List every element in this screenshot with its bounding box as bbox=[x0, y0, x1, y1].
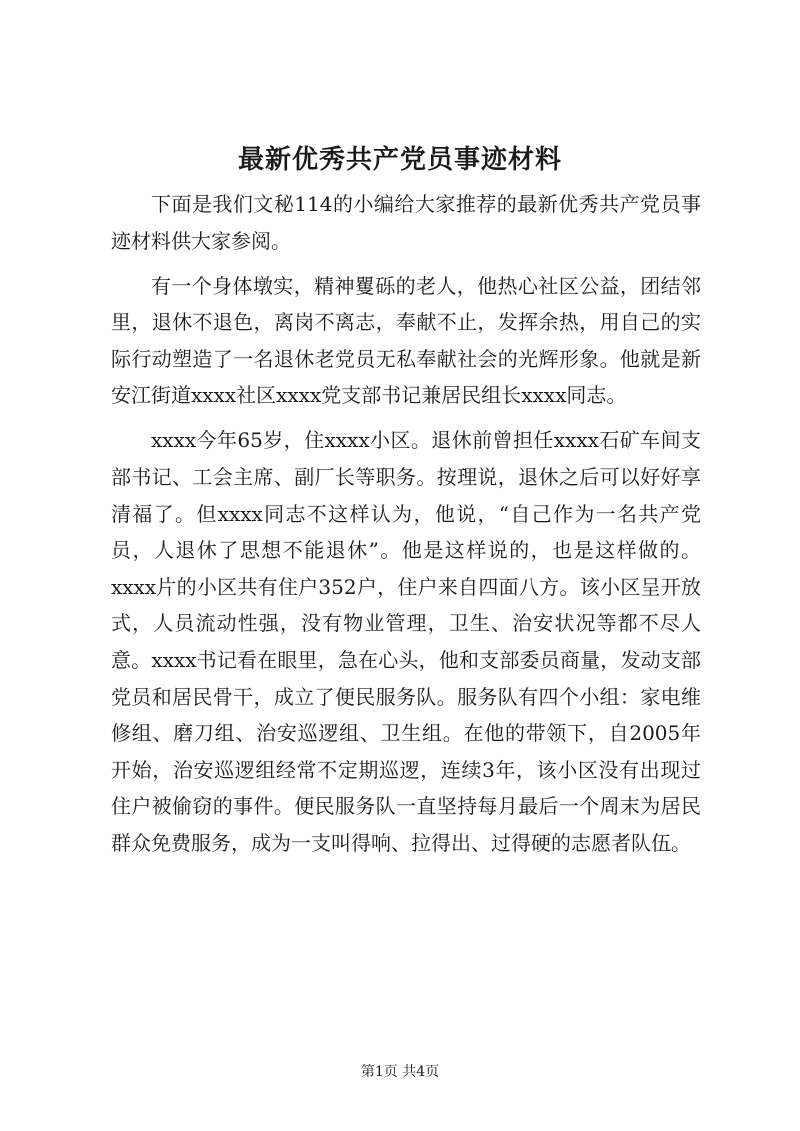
paragraph-deeds: xxxx今年65岁，住xxxx小区。退休前曾担任xxxx石矿车间支部书记、工会主席、副厂长等职务。按理说，退休之后可以好好享清福了。但xxxx同志不这样认为，他说，“自己作为一名共产党员，人退休了思想不能退休”。他是这样说的，也是这样做的。xxxx片的小区共有住户352户，住户来自四面八方。该小区呈开放式，人员流动性强，没有物业管理，卫生、治安状况等都不尽人意。xxxx书记看在眼里，急在心头，他和支部委员商量，发动支部党员和居民骨干，成立了便民服务队。服务队有四个小组：家电维修组、磨刀组、治安巡逻组、卫生组。在他的带领下，自2005年开始，治安巡逻组经常不定期巡逻，连续3年，该小区没有出现过住户被偷窃的事件。便民服务队一直坚持每月最后一个周末为居民群众免费服务，成为一支叫得响、拉得出、过得硬的志愿者队伍。 bbox=[111, 428, 701, 855]
document-title: 最新优秀共产党员事迹材料 bbox=[237, 145, 562, 175]
paragraph-profile: 有一个身体墩实，精神矍砾的老人，他热心社区公益，团结邻里，退休不退色，离岗不离志，奉献不止，发挥余热，用自己的实际行动塑造了一名退休老党员无私奉献社会的光辉形象。他就是新安江街道xxxx社区xxxx党支部书记兼居民组长xxxx同志。 bbox=[111, 273, 701, 408]
page-number-label: 第1页 共4页 bbox=[360, 1064, 440, 1080]
document-body bbox=[111, 186, 701, 870]
paragraph-intro: 下面是我们文秘114的小编给大家推荐的最新优秀共产党员事迹材料供大家参阅。 bbox=[111, 192, 701, 253]
page-footer bbox=[0, 1062, 800, 1082]
